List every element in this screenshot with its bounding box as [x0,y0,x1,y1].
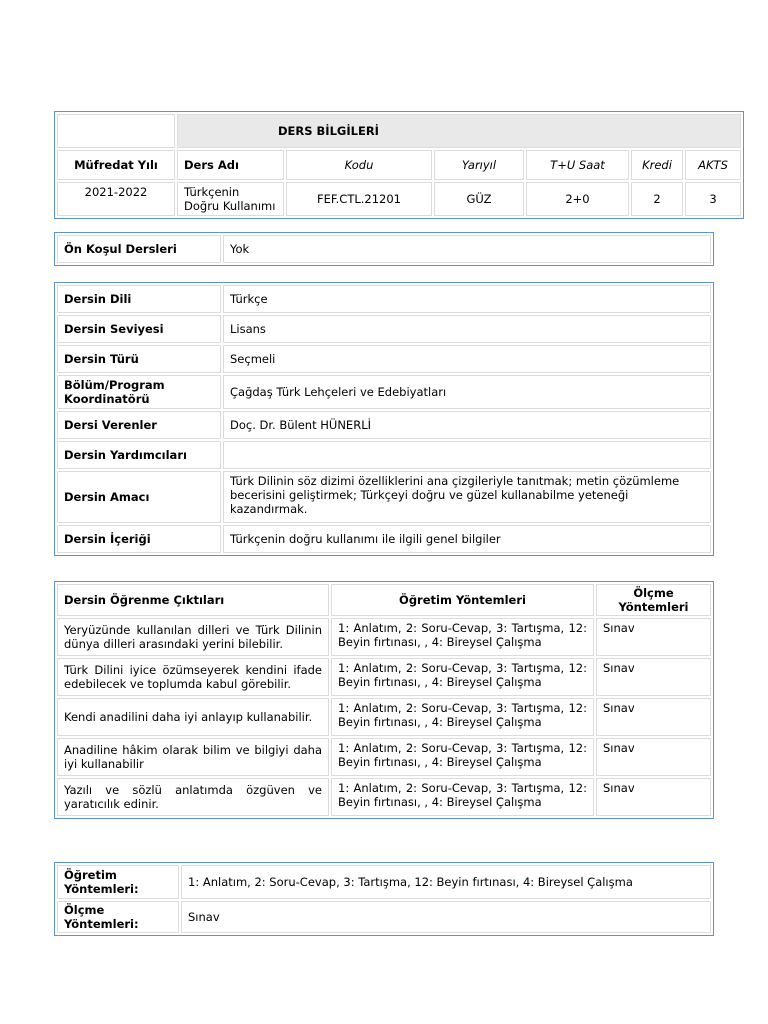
outcome-text: Anadiline hâkim olarak bilim ve bilgiyi daha iyi kullanabilir [57,738,329,776]
header-mufredat-yili: Müfredat Yılı [57,150,175,180]
outcome-ogretim: 1: Anlatım, 2: Soru-Cevap, 3: Tartışma, 12: Beyin fırtınası, , 4: Bireysel Çalışma [331,778,594,816]
table-row [57,618,711,656]
outcomes-header-ciktilar: Dersin Öğrenme Çıktıları [57,584,329,616]
cell-kodu: FEF.CTL.21201 [286,182,432,216]
dersin-amaci-value: Türk Dilinin söz dizimi özelliklerini ana çizgileriyle tanıtmak; metin çözümleme becerisini geliştirmek; Türkçeyi doğru ve güzel kullanabilme yeteneği kazandırmak. [223,471,711,523]
methods-table [54,862,714,936]
outcome-text: Yazılı ve sözlü anlatımda özgüven ve yaratıcılık edinir. [57,778,329,816]
dersin-icerigi-value: Türkçenin doğru kullanımı ile ilgili genel bilgiler [223,525,711,553]
dersin-turu-label: Dersin Türü [57,345,221,373]
table-row [57,658,711,696]
cell-ders-adi: Türkçenin Doğru Kullanımı [177,182,284,216]
outcome-olcme: Sınav [596,618,711,656]
cell-kredi: 2 [631,182,683,216]
outcomes-table [54,581,714,819]
outcomes-header-ogretim: Öğretim Yöntemleri [331,584,594,616]
koordinator-value: Çağdaş Türk Lehçeleri ve Edebiyatları [223,375,711,409]
outcome-ogretim: 1: Anlatım, 2: Soru-Cevap, 3: Tartışma, 12: Beyin fırtınası, , 4: Bireysel Çalışma [331,618,594,656]
on-kosul-label: Ön Koşul Dersleri [57,235,221,263]
on-kosul-table [54,232,714,266]
dersin-seviyesi-label: Dersin Seviyesi [57,315,221,343]
outcome-ogretim: 1: Anlatım, 2: Soru-Cevap, 3: Tartışma, 12: Beyin fırtınası, , 4: Bireysel Çalışma [331,738,594,776]
header-akts: AKTS [685,150,741,180]
header-tu-saat: T+U Saat [526,150,629,180]
outcome-ogretim: 1: Anlatım, 2: Soru-Cevap, 3: Tartışma, 12: Beyin fırtınası, , 4: Bireysel Çalışma [331,698,594,736]
cell-akts: 3 [685,182,741,216]
table-row [57,698,711,736]
outcome-olcme: Sınav [596,778,711,816]
outcome-ogretim: 1: Anlatım, 2: Soru-Cevap, 3: Tartışma, 12: Beyin fırtınası, , 4: Bireysel Çalışma [331,658,594,696]
table-row [57,778,711,816]
ogretim-yontemleri-label: Öğretim Yöntemleri: [57,865,179,899]
dersi-verenler-label: Dersi Verenler [57,411,221,439]
outcome-olcme: Sınav [596,698,711,736]
dersin-yardimcilari-value [223,441,711,469]
on-kosul-value: Yok [223,235,711,263]
dersin-turu-value: Seçmeli [223,345,711,373]
outcome-text: Yeryüzünde kullanılan dilleri ve Türk Dilinin dünya dilleri arasındaki yerini bilebilir. [57,618,329,656]
header-kodu: Kodu [286,150,432,180]
header-yariyil: Yarıyıl [434,150,524,180]
dersin-dili-value: Türkçe [223,285,711,313]
table-row [57,738,711,776]
outcome-text: Kendi anadilini daha iyi anlayıp kullanabilir. [57,698,329,736]
ders-bilgileri-title: DERS BİLGİLERİ [177,114,741,148]
cell-yariyil: GÜZ [434,182,524,216]
header-kredi: Kredi [631,150,683,180]
koordinator-label: Bölüm/Program Koordinatörü [57,375,221,409]
cell-tu-saat: 2+0 [526,182,629,216]
dersin-yardimcilari-label: Dersin Yardımcıları [57,441,221,469]
olcme-yontemleri-label: Ölçme Yöntemleri: [57,901,179,933]
dersi-verenler-value: Doç. Dr. Bülent HÜNERLİ [223,411,711,439]
outcomes-header-olcme: Ölçme Yöntemleri [596,584,711,616]
outcome-olcme: Sınav [596,738,711,776]
course-info-table [54,282,714,556]
ogretim-yontemleri-value: 1: Anlatım, 2: Soru-Cevap, 3: Tartışma, 12: Beyin fırtınası, 4: Bireysel Çalışma [181,865,711,899]
dersin-amaci-label: Dersin Amacı [57,471,221,523]
dersin-icerigi-label: Dersin İçeriği [57,525,221,553]
dersin-dili-label: Dersin Dili [57,285,221,313]
outcome-olcme: Sınav [596,658,711,696]
dersin-seviyesi-value: Lisans [223,315,711,343]
header-ders-adi: Ders Adı [177,150,284,180]
olcme-yontemleri-value: Sınav [181,901,711,933]
ders-bilgileri-table [54,111,744,219]
cell-mufredat-yili: 2021-2022 [57,182,175,216]
outcome-text: Türk Dilini iyice özümseyerek kendini ifade edebilecek ve toplumda kabul görebilir. [57,658,329,696]
